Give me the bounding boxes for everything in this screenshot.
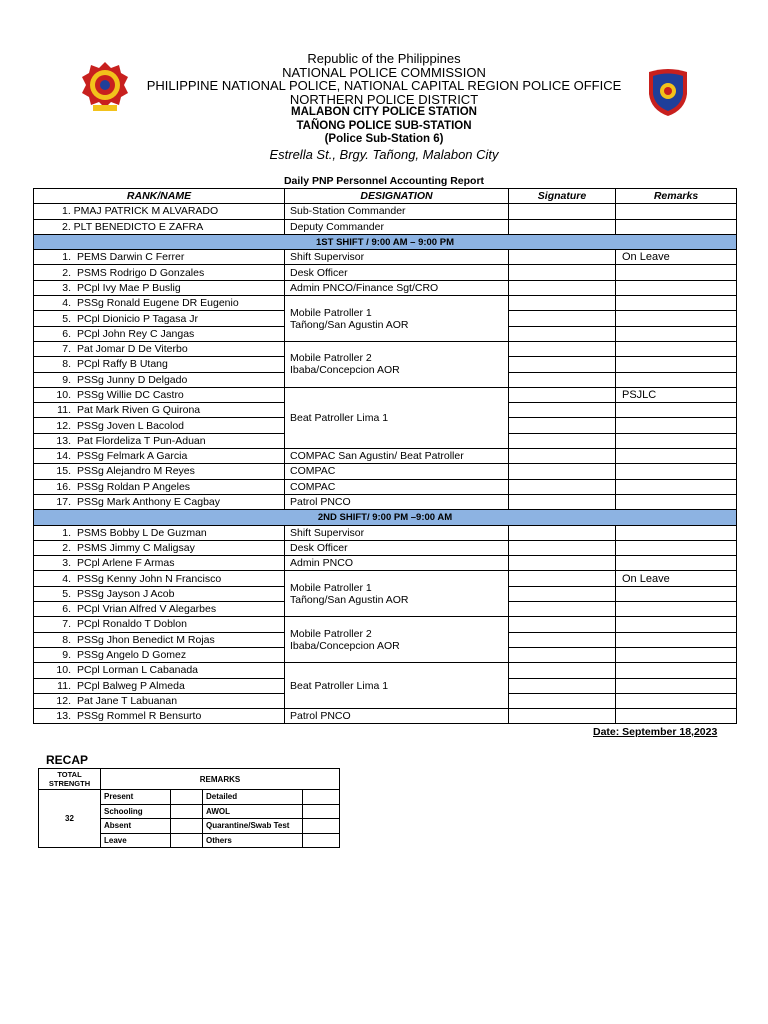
commander-name: 1. PMAJ PATRICK M ALVARADO [34, 204, 285, 219]
personnel-name-cell [34, 357, 285, 372]
designation-line: COMPAC [290, 480, 336, 493]
designation-line: Mobile Patroller 1 [290, 581, 372, 594]
personnel-name: Pat Jomar D De Viterbo [77, 343, 188, 356]
personnel-name: PSSg Angelo D Gomez [77, 649, 187, 662]
personnel-name: Pat Jane T Labuanan [77, 694, 178, 707]
designation-line: Patrol PNCO [290, 496, 351, 509]
row-number: 13. [56, 710, 71, 723]
recap-right-count[interactable] [303, 804, 340, 819]
table-row [34, 280, 737, 295]
recap-remarks-label: REMARKS [101, 769, 340, 790]
table-row [34, 265, 737, 280]
signature-cell[interactable] [509, 372, 616, 387]
designation-cell [285, 525, 509, 540]
personnel-name: PSSg Joven L Bacolod [77, 419, 185, 432]
table-row [34, 494, 737, 509]
personnel-name-cell [34, 617, 285, 632]
designation-cell [285, 280, 509, 295]
personnel-name: PCpl Balweg P Almeda [77, 679, 185, 692]
designation-cell [285, 709, 509, 724]
row-number: 8. [62, 358, 71, 371]
row-number: 12. [56, 694, 71, 707]
personnel-name-cell [34, 663, 285, 678]
table-row [34, 556, 737, 571]
designation-cell [285, 479, 509, 494]
signature-cell[interactable] [509, 219, 616, 234]
recap-total-value: 32 [39, 790, 101, 848]
signature-cell[interactable] [509, 586, 616, 601]
row-number: 6. [62, 327, 71, 340]
row-number: 9. [62, 373, 71, 386]
designation-line: Beat Patroller Lima 1 [290, 679, 389, 692]
signature-cell[interactable] [509, 280, 616, 295]
personnel-name: PSSg Rommel R Bensurto [77, 710, 202, 723]
personnel-name-cell [34, 250, 285, 265]
personnel-name: PCpl Dionicio P Tagasa Jr [77, 312, 199, 325]
signature-cell[interactable] [509, 494, 616, 509]
table-row [34, 571, 737, 586]
signature-cell[interactable] [509, 357, 616, 372]
personnel-name: PCpl Lorman L Cabanada [77, 664, 199, 677]
personnel-name-cell [34, 311, 285, 326]
recap-left-count[interactable] [171, 804, 203, 819]
personnel-name: PCpl Ivy Mae P Buslig [77, 281, 181, 294]
personnel-name-cell [34, 341, 285, 356]
table-row [34, 617, 737, 632]
header-address: Estrella St., Brgy. Tañong, Malabon City [269, 146, 499, 162]
signature-cell[interactable] [509, 632, 616, 647]
remarks-cell[interactable]: On Leave [616, 250, 737, 265]
signature-cell[interactable] [509, 265, 616, 280]
designation-line: Ibaba/Concepcion AOR [290, 364, 400, 377]
signature-cell[interactable] [509, 433, 616, 448]
personnel-name: PSSg Alejandro M Reyes [77, 465, 195, 478]
personnel-name: PSSg Junny D Delgado [77, 373, 188, 386]
row-number: 6. [62, 603, 71, 616]
table-row [34, 525, 737, 540]
row-number: 5. [62, 312, 71, 325]
header-napolcom: NATIONAL POLICE COMMISSION [282, 64, 486, 80]
signature-cell[interactable] [509, 250, 616, 265]
row-number: 7. [62, 343, 71, 356]
personnel-name-cell [34, 647, 285, 662]
designation-cell [285, 663, 509, 709]
personnel-name: PCpl Vrian Alfred V Alegarbes [77, 603, 217, 616]
shift1-band [34, 234, 737, 249]
personnel-name: PSSg Felmark A Garcia [77, 450, 188, 463]
recap-left-label: Leave [101, 833, 171, 848]
remarks-cell[interactable] [616, 403, 737, 418]
commander-designation: Deputy Commander [285, 219, 509, 234]
row-number: 11. [57, 679, 71, 692]
designation-cell [285, 250, 509, 265]
designation-line: Shift Supervisor [290, 526, 365, 539]
personnel-name-cell [34, 678, 285, 693]
remarks-cell[interactable] [616, 449, 737, 464]
designation-line: Tañong/San Agustin AOR [290, 318, 409, 331]
personnel-name: PCpl Ronaldo T Doblon [77, 618, 187, 631]
personnel-name-cell [34, 556, 285, 571]
row-number: 17. [56, 496, 71, 509]
remarks-cell[interactable] [616, 647, 737, 662]
remarks-cell[interactable] [616, 280, 737, 295]
signature-cell[interactable] [509, 418, 616, 433]
personnel-name-cell [34, 372, 285, 387]
personnel-name-cell [34, 693, 285, 708]
recap-right-count[interactable] [303, 819, 340, 834]
signature-cell[interactable] [509, 647, 616, 662]
remarks-cell[interactable] [616, 540, 737, 555]
designation-line: Shift Supervisor [290, 251, 365, 264]
personnel-name: PSSg Willie DC Castro [77, 389, 184, 401]
header-pnp-ncrpo: PHILIPPINE NATIONAL POLICE, NATIONAL CAPITAL REGION POLICE OFFICE [146, 78, 622, 93]
report-title: Daily PNP Personnel Accounting Report [283, 175, 485, 187]
recap-left-label: Present [101, 790, 171, 805]
row-number: 13. [56, 434, 71, 447]
designation-line: Mobile Patroller 2 [290, 352, 372, 365]
remarks-cell[interactable] [616, 556, 737, 571]
shift2-band [34, 510, 737, 525]
row-number: 7. [62, 618, 71, 631]
designation-line: Desk Officer [290, 541, 348, 554]
signature-cell[interactable] [509, 311, 616, 326]
row-number: 2. [62, 266, 71, 279]
personnel-name: PSMS Jimmy C Maligsay [77, 541, 195, 554]
personnel-name-cell [34, 265, 285, 280]
designation-line: Admin PNCO/Finance Sgt/CRO [290, 281, 439, 294]
table-row [34, 387, 737, 402]
col-designation: DESIGNATION [285, 189, 509, 204]
commander-name: 2. PLT BENEDICTO E ZAFRA [34, 219, 285, 234]
table-row [34, 464, 737, 479]
table-header-row [34, 189, 737, 204]
row-number: 5. [62, 587, 71, 600]
designation-line: COMPAC [290, 465, 336, 478]
table-row [34, 663, 737, 678]
table-body [34, 204, 737, 724]
recap-left-count[interactable] [171, 819, 203, 834]
remarks-cell[interactable] [616, 494, 737, 509]
signature-cell[interactable] [509, 204, 616, 219]
personnel-name: PSSg Jayson J Acob [77, 587, 175, 600]
remarks-cell[interactable] [616, 357, 737, 372]
shift1-label: 1ST SHIFT / 9:00 AM – 9:00 PM [34, 234, 737, 249]
remarks-cell[interactable] [616, 709, 737, 724]
remarks-cell[interactable] [616, 602, 737, 617]
remarks-cell[interactable] [616, 632, 737, 647]
personnel-table [33, 188, 737, 724]
recap-right-count[interactable] [303, 790, 340, 805]
row-number: 15. [56, 465, 71, 478]
designation-line: Mobile Patroller 1 [290, 306, 372, 319]
row-number: 12. [56, 419, 71, 432]
recap-row [39, 790, 340, 805]
remarks-cell[interactable] [616, 663, 737, 678]
remarks-cell[interactable] [616, 678, 737, 693]
signature-cell[interactable] [509, 602, 616, 617]
table-row [34, 479, 737, 494]
signature-cell[interactable] [509, 525, 616, 540]
remarks-cell[interactable] [616, 418, 737, 433]
personnel-name-cell [34, 709, 285, 724]
personnel-name-cell [34, 540, 285, 555]
personnel-name: Pat Mark Riven G Quirona [77, 404, 201, 417]
remarks-cell[interactable] [616, 433, 737, 448]
designation-line: Patrol PNCO [290, 710, 351, 723]
recap-left-label: Absent [101, 819, 171, 834]
table-row [34, 341, 737, 356]
personnel-name: PSSg Kenny John N Francisco [77, 572, 222, 585]
personnel-name-cell [34, 387, 285, 402]
personnel-name-cell [34, 571, 285, 586]
personnel-name-cell [34, 602, 285, 617]
designation-cell [285, 341, 509, 387]
row-number: 8. [62, 633, 71, 646]
row-number: 10. [56, 389, 71, 401]
row-number: 3. [62, 281, 71, 294]
designation-line: COMPAC San Agustin/ Beat Patroller [290, 450, 464, 463]
recap-right-label: Others [203, 833, 303, 848]
row-number: 14. [56, 450, 71, 463]
personnel-name-cell [34, 280, 285, 295]
remarks-cell[interactable] [616, 341, 737, 356]
row-number: 11. [57, 404, 71, 417]
table-row [34, 540, 737, 555]
col-signature: Signature [509, 189, 616, 204]
personnel-name: PCpl Raffy B Utang [77, 358, 168, 371]
personnel-name-cell [34, 403, 285, 418]
table-row [34, 250, 737, 265]
recap-left-count[interactable] [171, 833, 203, 848]
header-substation: TAÑONG POLICE SUB-STATION [296, 119, 472, 132]
row-number: 4. [62, 572, 71, 585]
recap-title: RECAP [46, 753, 89, 767]
signature-cell[interactable] [509, 617, 616, 632]
row-number: 3. [62, 557, 71, 570]
remarks-cell[interactable] [616, 479, 737, 494]
remarks-cell[interactable] [616, 219, 737, 234]
signature-cell[interactable] [509, 296, 616, 311]
personnel-name: Pat Flordeliza T Pun-Aduan [77, 434, 206, 447]
remarks-cell[interactable] [616, 204, 737, 219]
remarks-cell[interactable] [616, 525, 737, 540]
row-number: 16. [56, 480, 71, 493]
signature-cell[interactable] [509, 693, 616, 708]
remarks-cell[interactable] [616, 586, 737, 601]
row-number: 1. [62, 251, 71, 264]
designation-line: Tañong/San Agustin AOR [290, 593, 409, 606]
designation-cell [285, 494, 509, 509]
row-number: 1. [62, 526, 71, 539]
table-row [34, 296, 737, 311]
personnel-name-cell [34, 479, 285, 494]
row-number: 4. [62, 297, 71, 310]
signature-cell[interactable] [509, 403, 616, 418]
col-remarks: Remarks [616, 189, 737, 204]
header-district: NORTHERN POLICE DISTRICT [289, 91, 479, 107]
remarks-cell[interactable] [616, 326, 737, 341]
designation-cell [285, 556, 509, 571]
table-row [34, 219, 737, 234]
report-date: Date: September 18,2023 [593, 726, 718, 738]
personnel-name-cell [34, 326, 285, 341]
designation-cell [285, 540, 509, 555]
remarks-cell[interactable] [616, 372, 737, 387]
personnel-name: PEMS Darwin C Ferrer [77, 251, 185, 264]
signature-cell[interactable] [509, 387, 616, 402]
remarks-cell[interactable]: PSJLC [616, 387, 737, 402]
header-station: MALABON CITY POLICE STATION [291, 106, 477, 118]
row-number: 10. [56, 664, 71, 677]
personnel-name-cell [34, 464, 285, 479]
personnel-name: PSSg Mark Anthony E Cagbay [77, 496, 220, 509]
signature-cell[interactable] [509, 479, 616, 494]
col-rank-name: RANK/NAME [34, 189, 285, 204]
header-republic: Republic of the Philippines [307, 51, 461, 66]
personnel-name: PSSg Ronald Eugene DR Eugenio [77, 297, 239, 310]
remarks-cell[interactable] [616, 265, 737, 280]
signature-cell[interactable] [509, 556, 616, 571]
designation-cell [285, 464, 509, 479]
personnel-name: PCpl John Rey C Jangas [77, 327, 195, 340]
designation-cell [285, 265, 509, 280]
recap-left-count[interactable] [171, 790, 203, 805]
table-row [34, 449, 737, 464]
signature-cell[interactable] [509, 663, 616, 678]
recap-right-label: Detailed [203, 790, 303, 805]
personnel-name-cell [34, 418, 285, 433]
designation-line: Desk Officer [290, 266, 348, 279]
remarks-cell[interactable] [616, 464, 737, 479]
signature-cell[interactable] [509, 326, 616, 341]
signature-cell[interactable] [509, 709, 616, 724]
recap-table [38, 768, 340, 848]
designation-cell [285, 387, 509, 448]
signature-cell[interactable] [509, 540, 616, 555]
designation-line: Beat Patroller Lima 1 [290, 411, 389, 424]
signature-cell[interactable] [509, 341, 616, 356]
personnel-name-cell [34, 494, 285, 509]
personnel-name: PSMS Bobby L De Guzman [77, 526, 207, 539]
designation-line: Admin PNCO [290, 557, 354, 570]
personnel-name: PCpl Arlene F Armas [77, 557, 175, 570]
remarks-cell[interactable] [616, 617, 737, 632]
recap-total-strength-label: TOTAL STRENGTH [39, 769, 101, 790]
row-number: 2. [62, 541, 71, 554]
remarks-cell[interactable] [616, 296, 737, 311]
designation-line: Mobile Patroller 2 [290, 627, 372, 640]
personnel-name-cell [34, 449, 285, 464]
recap-right-count[interactable] [303, 833, 340, 848]
signature-cell[interactable] [509, 678, 616, 693]
designation-cell [285, 617, 509, 663]
personnel-name-cell [34, 525, 285, 540]
signature-cell[interactable] [509, 449, 616, 464]
shift2-label: 2ND SHIFT/ 9:00 PM –9:00 AM [34, 510, 737, 525]
table-row [34, 709, 737, 724]
recap-header-row [39, 769, 340, 790]
personnel-name-cell [34, 632, 285, 647]
document-header [0, 52, 768, 163]
designation-cell [285, 449, 509, 464]
signature-cell[interactable] [509, 571, 616, 586]
personnel-name-cell [34, 296, 285, 311]
recap-right-label: AWOL [203, 804, 303, 819]
remarks-cell[interactable] [616, 311, 737, 326]
personnel-name-cell [34, 586, 285, 601]
personnel-name: PSSg Roldan P Angeles [77, 480, 191, 493]
recap-right-label: Quarantine/Swab Test [203, 819, 303, 834]
remarks-cell[interactable] [616, 693, 737, 708]
commander-designation: Sub-Station Commander [285, 204, 509, 219]
row-number: 9. [62, 649, 71, 662]
table-row [34, 204, 737, 219]
personnel-name: PSSg Jhon Benedict M Rojas [77, 633, 215, 646]
signature-cell[interactable] [509, 464, 616, 479]
designation-cell [285, 296, 509, 342]
designation-cell [285, 571, 509, 617]
recap-left-label: Schooling [101, 804, 171, 819]
designation-line: Ibaba/Concepcion AOR [290, 639, 400, 652]
remarks-cell[interactable]: On Leave [616, 571, 737, 586]
personnel-name-cell [34, 433, 285, 448]
personnel-name: PSMS Rodrigo D Gonzales [77, 266, 205, 279]
header-substation-number: (Police Sub-Station 6) [324, 133, 444, 145]
